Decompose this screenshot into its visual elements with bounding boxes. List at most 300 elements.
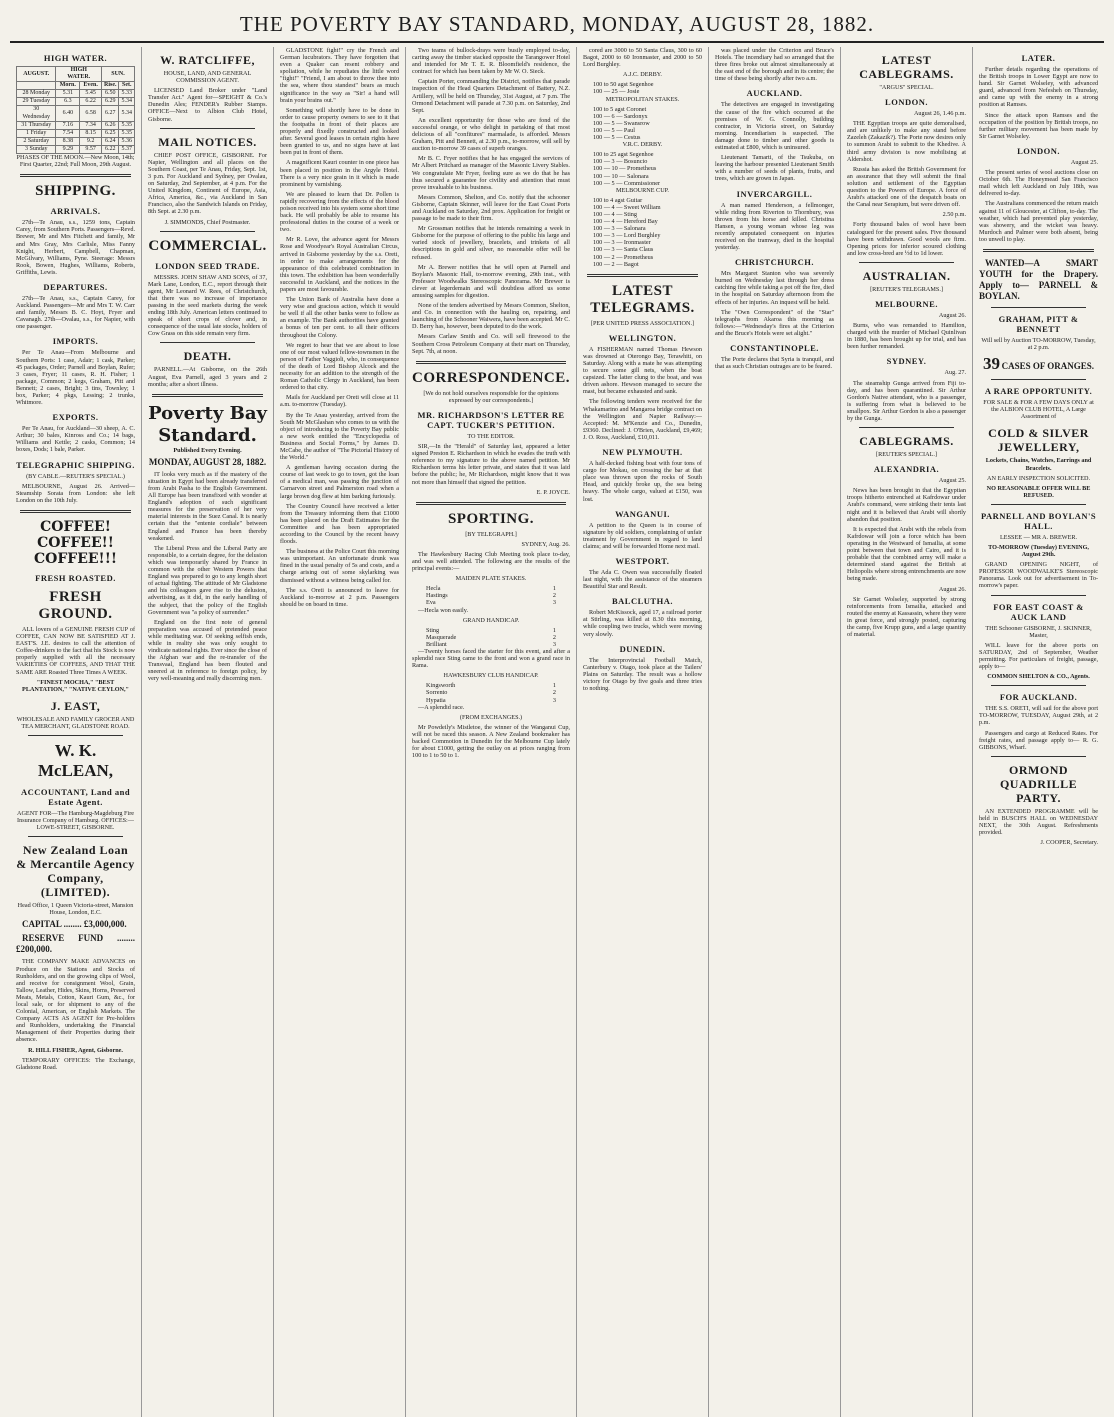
- tide-subheader: Morn.: [56, 82, 80, 90]
- divider: [859, 427, 954, 428]
- club-results: [412, 682, 570, 703]
- imports-text: Per Te Anau—From Melbourne and Southern Ports: 1 case, Adair; 1 cask, Parker; 45 packages, Order; Parnell and Boylan, Rufer; 3 cases, Fryer; 11 cases, R. H. Fisher; 1 package, Common; 2 kegs, Graham, Pitt and Bennett; 2 cases, Bright; 3 tins, Townley; 1 box, Parker; 4 pkgs, Lessing; 2 trunks, Whitmore.: [16, 349, 136, 407]
- later-text: Further details regarding the operations of the British troops in Lower Egypt are now to hand. Sir Garnet Wolseley, with advanced guard, advanced from Nefesheh on Thursday, and came up with the enemy in a strong position at Ramses.: [979, 66, 1099, 109]
- alexandria-date: August 25.: [938, 477, 967, 485]
- mail-notices-sign: J. SIMMONDS, Chief Postmaster.: [164, 218, 251, 226]
- ajc-odds: [583, 81, 702, 95]
- exchanges-text: Mr Powdeily's Mistletoe, the winner of the Wanganui Cup, will not be raced this season. A New Zealand bookmaker has backed Commotion in Dunedin for the Melbourne Cup lately for about £1000, getting the outlay on at prices ranging from 100 to 1 to 50 to 1.: [412, 723, 570, 760]
- tide-row: [17, 121, 135, 129]
- tide-body: [17, 90, 135, 154]
- maiden-heading: MAIDEN PLATE STAKES.: [455, 575, 527, 583]
- schooner-text: WILL leave for the above ports on SATURDAY, 2nd of September, Weather permitting. For particulars of freight, passage, apply to—: [979, 641, 1099, 671]
- tide-subheader: Set.: [119, 82, 135, 90]
- tide-row: [17, 98, 135, 106]
- news-paragraph: Mr B. C. Fryer notifies that he has engaged the services of Mr Albert Pritchard as manager of the Masonic Livery Stables. We congratulate Mr Fryer, feeling sure as we do that he has thus secured a guarantee for civility and attention that must prove invaluable to his business.: [412, 155, 570, 191]
- seed-trade-heading: LONDON SEED TRADE.: [155, 260, 260, 271]
- oranges-label: CASES OF ORANGES.: [1001, 361, 1095, 372]
- latest-cablegrams-heading: LATEST CABLEGRAMS.: [859, 53, 954, 81]
- for-auckland-heading: FOR AUCKLAND.: [999, 692, 1078, 703]
- horse-name: Brilliant: [426, 640, 447, 648]
- odds-line: 100 to 5 agst Coronet: [592, 105, 647, 113]
- divider: [152, 394, 263, 397]
- arrivals-text: 27th—Te Anau, s.s., 1259 tons, Captain Carey, from Southern Ports. Passengers—Revd. Brewer, Mr and Mrs Fitchett and family, Mr and Mrs Gray, Mrs Carlisle, Miss Fanny Knight, Herbert, Campbell, Chapman, McGilvary, Williams, Pyne. Steerage: Messrs Rook, Bowen, Hughes, Williams, Roberts, Griffiths, Lewis.: [16, 219, 136, 276]
- australian-heading: AUSTRALIAN.: [862, 268, 951, 283]
- invercargill-text: A man named Henderson, a fellmonger, while riding from Riverton to Thornbury, was thrown from his horse and killed. Christina Hansen, a young woman whose leg was recently amputated consequent on injuries received on the tramway, died in the hospital yesterday.: [715, 201, 835, 252]
- divider: [991, 595, 1086, 596]
- tide-cell: 6.22: [101, 145, 119, 153]
- news-paragraph: GLADSTONE fight!" cry the French and German lucubrators. They have forgotten that even a Quaker can resent robbery and spoliation, while he repudiates the little word "fight!" "Friend, I am about to throw thee into the sea, where thou standest" bears as much significance in the way as "Sir! a hand will brain your brains out.": [280, 47, 400, 104]
- rare-opportunity: A RARE OPPORTUNITY.: [984, 386, 1093, 397]
- tide-cell: 5.34: [119, 106, 135, 121]
- placing: 1: [552, 682, 556, 690]
- columns: [10, 47, 1104, 1417]
- column-7: [841, 47, 973, 1417]
- wellington-heading: WELLINGTON.: [608, 332, 677, 343]
- balclutha-text: Robert McKissock, aged 17, a railroad porter at Stirling, was killed at 8.30 this morning, while coupling two trucks, which were moving very slowly.: [582, 609, 702, 638]
- telegraphic-text: MELBOURNE, August 26. Arrived—Steamship Sorata from London: she left London on the 10th July.: [16, 482, 136, 504]
- column-6: [709, 47, 841, 1417]
- hall-heading: PARNELL AND BOYLAN'S HALL.: [980, 510, 1097, 531]
- christchurch-text: Mrs Margaret Stanton who was severely burned on Wednesday last through her dress catching fire while taking a pot off the fire, died in the hospital on Saturday afternoon from the effects of her injuries. An inquest will be held.: [715, 270, 835, 306]
- tide-cell: 9.2: [80, 137, 102, 145]
- nzl-temp-office: TEMPORARY OFFICES: The Exchange, Gladstone Road.: [16, 1056, 136, 1071]
- horse-name: Eva: [426, 599, 436, 607]
- column-3: [274, 47, 406, 1417]
- tide-cell: 5.33: [119, 90, 135, 98]
- divider: [587, 274, 698, 277]
- news-paragraph: Mr R. Love, the advance agent for Messrs Rose and Woodyear's Royal Australian Circus, arrived in Gisborne yesterday by the s.s. Oreti, in order to make arrangements for the appearance of this celebrated combination in this town. The exhibition has been wonderfully successful in Auckland, and the notices in the papers are most favourable.: [280, 236, 400, 293]
- race-result: [412, 689, 570, 696]
- wanganui-heading: WANGANUI.: [615, 508, 670, 519]
- london2-heading: LONDON.: [1017, 145, 1060, 156]
- telegraphic-sub: (BY CABLE.—REUTER'S SPECIAL.): [26, 472, 125, 480]
- tide-cell: 6.40: [56, 106, 80, 121]
- paper-title: Poverty Bay Standard.: [148, 402, 267, 446]
- letter-to: TO THE EDITOR.: [467, 432, 515, 440]
- ratcliffe-text: LICENSED Land Broker under "Land Transfer Act." Agent for—SPEIGHT & Co.'s Dunedin Ales; FENDER's Rubber Stamps. OFFICE—Next to Albion Club Hotel, Gisborne.: [148, 87, 268, 123]
- odds-line: 100 — 3 — Salonara: [592, 225, 646, 233]
- tide-row: [17, 90, 135, 98]
- tide-cell: 3 Sunday: [17, 145, 56, 153]
- sydney-text: The steamship Gunga arrived from Fiji to-day, and has been quarantined. Sir Arthur Gordon's Native attendant, who is a passenger, is suffering from what is believed to be smallpox. Sir Arthur Gordon is also a passenger by the Gunga.: [847, 379, 967, 422]
- east-sub: WHOLESALE AND FAMILY GROCER AND TEA MERCHANT, GLADSTONE ROAD.: [16, 715, 135, 730]
- alexandria-text: News has been brought in that the Egyptian troops hitherto entrenched at Kafrdowar under Arabi's command, were striking their tents last night and it is believed that Arabi will shortly abandon that position.: [847, 487, 967, 523]
- news-paragraph: was placed under the Criterion and Bruce's Hotels. The incendiary had so arranged that the three fires broke out almost simultaneously at the east end of the borough and in its centre; the time of these being shortly after two a.m.: [715, 47, 835, 83]
- refused-note: NO REASONABLE OFFER WILL BE REFUSED.: [986, 484, 1091, 499]
- capital-label: CAPITAL: [22, 919, 62, 930]
- vrc-odds: [583, 151, 702, 186]
- news-paragraph: A magnificent Kauri counter in one piece has been placed in position in the Argyle Hotel. There is a very nice grain in it which is made prominent by varnishing.: [280, 159, 400, 188]
- alexandria-text: Sir Garnet Wolseley, supported by strong reinforcements from Ismailia, attacked and routed the enemy at Kassassin, where they were in great force, and strongly posted, capturing the camp, five Krupp guns, and a large quantity of material.: [847, 595, 967, 639]
- column-1: [10, 47, 142, 1417]
- east-name: J. EAST,: [50, 698, 101, 713]
- masthead: THE POVERTY BAY STANDARD, MONDAY, AUGUST 28, 1882.: [10, 6, 1104, 43]
- placing: 1: [552, 585, 556, 593]
- quadrille-text: AN EXTENDED PROGRAMME will be held in BUSCH'S HALL on WEDNESDAY NEXT, the 30th August. Refreshments provided.: [979, 807, 1099, 837]
- odds-line: 100 — 25 — Josie: [592, 88, 640, 96]
- tide-cell: 5.34: [119, 98, 135, 106]
- tide-cell: 6.27: [101, 106, 119, 121]
- odds-line: 100 — 5 — Commissioner: [592, 179, 661, 187]
- leader-paragraph: IT looks very much as if the mastery of the situation in Egypt had been already transferred from Arabi Pasha to the English Government. All Europe has been transfixed with wonder at England's adoption of such significant measures for the preservation of her very material interests in the Suez Canal. It is nearly certain that the "entente cordiale" between England and France has been thereby weakened.: [148, 470, 268, 542]
- metro-heading: METROPOLITAN STAKES.: [605, 95, 680, 103]
- tide-cell: 6.24: [101, 137, 119, 145]
- divider: [859, 262, 954, 263]
- divider: [20, 510, 131, 513]
- race-result: [412, 599, 570, 606]
- grand-note: —Twenty horses faced the starter for this event, and after a splendid race Sting came to the front and won a grand race in Rama.: [412, 648, 570, 670]
- odds-line: 100 — 3 — Bosuncio: [592, 158, 648, 166]
- westport-text: The Ada C. Owen was successfully floated last night, with the assistance of the steamers Beautiful Star and Result.: [582, 568, 702, 591]
- odds-line: 100 — 4 — Sweet William: [592, 203, 661, 211]
- melb-heading: MELBOURNE CUP.: [616, 186, 669, 194]
- jewellery-heading: COLD & SILVER JEWELLERY,: [988, 426, 1089, 455]
- news-paragraph: An excellent opportunity for those who are fond of the successful orange, or who delight in partaking of that most delicious of all "confitures" marmalade, is afforded. Messrs Graham, Pitt and Bennett, at 2.30 p.m., to-morrow, will sell by auction to-morrow 39 cases of superb oranges.: [412, 116, 570, 153]
- schooner-line: THE Schooner GISBORNE, J. SKINNER, Master,: [985, 624, 1092, 639]
- nzl-office: Head Office, 1 Queen Victoria-street, Mansion House, London, E.C.: [17, 902, 134, 917]
- odds-line: 100 to 4 agst Guitar: [592, 196, 643, 204]
- tide-cell: 5.35: [119, 129, 135, 137]
- club-heading: HAWKESBURY CLUB HANDICAP.: [443, 672, 539, 680]
- maiden-results: [412, 585, 570, 606]
- melbourne-date: August 26.: [938, 311, 967, 319]
- east-coast-heading: FOR EAST COAST & AUCK LAND: [993, 601, 1084, 622]
- tide-cell: 29 Tuesday: [17, 98, 56, 106]
- news-paragraph: The business at the Police Court this morning was unimportant. An unfortunate drunk was fined in the usual penalty of 5s and costs, and a charge arising out of some skylarking was dismissed without a witness being called for.: [280, 548, 400, 584]
- divider: [983, 249, 1094, 252]
- auckland-text: Lieutenant Tamarti, of the Tsukuba, on leaving the harbour presented Lieutenant Smith with a number of seeds of plants, fruits, and trees, which are grown in Japan.: [715, 154, 835, 183]
- tide-cell: 8.15: [80, 129, 102, 137]
- horse-name: Sorrento: [426, 689, 448, 697]
- departures-heading: DEPARTURES.: [43, 281, 108, 292]
- mail-notices-heading: MAIL NOTICES.: [158, 134, 257, 149]
- dunedin-text: The Interprovincial Football Match, Canterbury v. Otago, took place at the Tailers' Plains on Saturday. The result was a hollow victory for Otago by five goals and three tries to nothing.: [582, 656, 702, 692]
- tide-table: [16, 66, 135, 154]
- nzl-title: New Zealand Loan & Mercantile Agency Company, (LIMITED).: [16, 843, 135, 900]
- metro-odds: [583, 106, 702, 141]
- reuters-telegrams: [REUTER'S TELEGRAMS.]: [870, 285, 943, 293]
- from-exchanges: (FROM EXCHANGES.): [459, 713, 523, 721]
- odds-line: 100 — 10 — Salonara: [592, 172, 649, 180]
- race-result: [412, 627, 570, 634]
- tide-cell: 6.25: [101, 129, 119, 137]
- news-paragraph: Messrs Carlaw Smith and Co. will sell firewood to the Southern Cross Petroleum Company at their mart on Thursday, Sept. 7th, at noon.: [412, 333, 570, 355]
- divider: [991, 685, 1086, 686]
- jewellery-sub: Lockets, Chains, Watches, Earrings and Bracelets.: [985, 457, 1092, 472]
- tide-subheader: Rise.: [101, 82, 119, 90]
- divider: [160, 231, 255, 232]
- london-text: THE Egyptian troops are quite demoralised, and are unlikely to make any stand before Zazeleh (Zakazik?). The Porte now desires only to summon Arabi to submit to the Khedive. A third army division is now mobilising at Aldershot.: [847, 120, 967, 163]
- new-plymouth-heading: NEW PLYMOUTH.: [602, 447, 683, 458]
- tide-header-row: [17, 67, 135, 82]
- race-result: [412, 641, 570, 648]
- reserve-value: £200,000.: [16, 944, 52, 955]
- invercargill-heading: INVERCARGILL.: [736, 188, 813, 199]
- commercial-heading: COMMERCIAL.: [148, 237, 267, 254]
- leader-paragraph: England on the first note of general preparation was accused of pretended peace while meditating war. Of seeking selfish ends, while in reality she was only sought to vindicate national rights. Ever since the close of the Afghan war and the re-transfer of the Transvaal, England has been flouted and sneered at in reference to foreign policy, by very well-meaning and really discerning men.: [148, 618, 268, 683]
- reserve-label: RESERVE FUND: [22, 933, 104, 944]
- race-result: [412, 634, 570, 641]
- grand-heading: GRAND HANDICAP.: [462, 616, 520, 624]
- mclean-text: AGENT FOR—The Hamburg-Magdeburg Fire Insurance Company of Hamburg. OFFICES:—LOWE-STREET, GISBORNE.: [16, 809, 135, 832]
- divider: [991, 756, 1086, 757]
- quadrille-sign: J. COOPER, Secretary.: [1040, 839, 1099, 847]
- cablegrams-heading: CABLEGRAMS.: [859, 434, 954, 449]
- tide-cell: 5.37: [119, 145, 135, 153]
- nzl-capital: CAPITAL ........ £3,000,000.: [22, 919, 127, 930]
- tide-cell: 28 Monday: [17, 90, 56, 98]
- wellington-text: The following tenders were received for the Whakamarino and Mangaroa bridge contract on the Wellington and Napier Railway:—Accepted: M. M'Kenzie and Co., Dunedin, £9360. Declined: J. O'Brien, Auckland, £9,469; J. O. Ross, Auckland, £10,011.: [582, 398, 702, 441]
- nzl-text: THE COMPANY MAKE ADVANCES on Produce on the Stations and Stocks of Runholders, and on the growing clips of Wool, and receive for consignment Wool, Grain, Tallow, Leather, Hides, Skins, Horns, Preserved Meats, Metals, Cotton, Kauri Gum, &c., for local sale, or for shipment to any of the Colonial, American, or English Markets. The Company ACTS AS AGENT for Pre-holders and Runholders, undertaking the Financial Management of their Properties during their absence.: [16, 958, 136, 1044]
- race-result: [412, 682, 570, 689]
- imports-heading: IMPORTS.: [52, 336, 99, 347]
- divider: [416, 502, 566, 505]
- westport-heading: WESTPORT.: [615, 555, 670, 566]
- horse-name: Hecla: [426, 585, 441, 593]
- coffee-varieties: "FINEST MOCHA," "BEST PLANTATION," "NATIVE CEYLON,": [22, 678, 129, 693]
- london-date: 2.50 p.m.: [942, 211, 967, 219]
- fresh-ground: FRESH GROUND.: [38, 588, 113, 622]
- later-text: Since the attack upon Ramses and the occupation of the position by British troops, no further military movement has been made by Sir Garnet Wolseley.: [979, 111, 1099, 140]
- news-paragraph: We regret to hear that we are about to lose one of our most valued fellow-townsmen in the person of Father Vaggioli, who, in consequence of the death of Lord Bishop Alcock and the necessity for an addition to the strength of the Roman Catholic Clergy in Auckland, has been ordered to that city.: [280, 341, 400, 392]
- ratcliffe-title: W. RATCLIFFE,: [160, 53, 255, 67]
- letter-text: SIR,—In the "Herald" of Saturday last, appeared a letter signed Preston E. Richardson in which he evades the truth with reference to my signature to the above named petition. Mr Richardson terms his letter private, and states that it was laid before the public; he, Mr Richardson, might know that it was not more than himself that signed the petition.: [412, 443, 570, 486]
- balclutha-heading: BALCLUTHA.: [612, 596, 673, 607]
- divider: [20, 174, 131, 177]
- exports-heading: EXPORTS.: [52, 412, 99, 423]
- divider: [28, 735, 123, 736]
- odds-line: 100 — 2 — Bagot: [592, 260, 639, 268]
- melbourne-heading: MELBOURNE.: [875, 298, 938, 309]
- melb-odds: [583, 197, 702, 268]
- wanganui-text: A petition to the Queen is in course of signature by old soldiers, complaining of unfair treatment by Government in regard to land claims; and will be forwarded Home next mail.: [582, 521, 702, 550]
- oreti-line: THE S.S. ORETI, will sail for the above port TO-MORROW, TUESDAY, August 29th, at 2 p.m.: [979, 705, 1099, 727]
- tide-cell: 1 Friday: [17, 129, 56, 137]
- london-text: Russia has asked the British Government for an assurance that they will submit the final solution and settlement of the Egyptian question to the Powers of Europe. A force of Arabi's attacked one of the despatch boats on the Canal near Serapium, but were driven off.: [847, 165, 967, 209]
- alexandria-heading: ALEXANDRIA.: [873, 464, 940, 475]
- argus-special: "ARGUS" SPECIAL.: [879, 84, 934, 91]
- london2-date: August 25.: [1070, 158, 1099, 166]
- auckland-heading: AUCKLAND.: [746, 88, 803, 99]
- placing: 3: [552, 599, 556, 607]
- london2-text: The Australians commenced the return match against 11 of Gloucester, at Clifton, to-day. The weather, which had prevented play yesterday, was showery, and the wicket was heavy. Murdoch and Palmer were both absent, being too unwell to play.: [979, 200, 1099, 243]
- london2-text: The present series of wool auctions close on October 6th. The Honeymead San Francisco mail which left Auckland on July 18th, was delivered to-day.: [979, 169, 1099, 198]
- sport-intro: The Hawkesbury Racing Club Meeting took place to-day, and was well attended. The following are the results of the principal events:—: [412, 550, 570, 573]
- odds-line: 100 — 4 — Hereford Bay: [592, 218, 658, 226]
- alexandria-date: August 26.: [938, 585, 967, 593]
- hall-date: TO-MORROW (Tuesday) EVENING, August 29th.: [988, 544, 1089, 559]
- divider: [160, 342, 255, 343]
- divider: [991, 307, 1086, 308]
- sydney-heading: SYDNEY.: [886, 356, 927, 367]
- odds-line: 100 — 10 — Prometheus: [592, 165, 657, 173]
- coffee-heading: COFFEE! COFFEE!! COFFEE!!!: [34, 518, 117, 567]
- maiden-note: —Hecla won easily.: [418, 606, 468, 614]
- news-paragraph: The s.s. Oreti is announced to leave for Auckland to-morrow at 2 p.m. Passengers should be on board in time.: [280, 586, 400, 608]
- news-paragraph: Mails for Auckland per Oreti will close at 11 a.m. to-morrow (Tuesday).: [280, 394, 400, 409]
- death-heading: DEATH.: [183, 349, 232, 364]
- horse-name: Kingsworth: [426, 682, 456, 690]
- column-2: [142, 47, 274, 1417]
- tide-cell: 9.57: [80, 145, 102, 153]
- departures-text: 27th—Te Anau, s.s., Captain Carey, for Auckland. Passengers—Mr and Mrs T. W. Carr and family, Messrs B. C. Hoyt, Fryer and Cavanagh. 27th—Ovalau, s.s., for Napier, with one passenger.: [16, 294, 136, 331]
- gpb-text: Will sell by Auction TO-MORROW, Tuesday, at 2 p.m.: [981, 336, 1096, 352]
- news-paragraph: A gentleman having occasion during the course of last week to go to town, got the loan of a medical man, was passing the junction of Carnarvon street and Palmerston road when a large brown dog flew at him barking furiously.: [280, 464, 400, 500]
- latest-sub: [PER UNITED PRESS ASSOCIATION.]: [590, 319, 695, 327]
- news-paragraph: We are pleased to learn that Dr. Pollen is rapidly recovering from the effects of the blood poison received into his system some short time back. He will probably be able to resume his professional duties in the course of a week or two.: [280, 190, 400, 234]
- news-paragraph: Two teams of bullock-drays were busily employed to-day, carting away the timber stacked opposite the Tarangower Hotel and intended for Mr T. E. R. Bloomfield's residence, the contract for which has been taken by Mr W. O. Sieck.: [412, 47, 570, 76]
- tide-cell: 5.35: [119, 121, 135, 129]
- odds-line: 100 — 3 — Ironmaster: [592, 239, 651, 247]
- grand-results: [412, 627, 570, 648]
- tide-header-month: AUGUST.: [17, 67, 56, 82]
- placing: 3: [552, 640, 556, 648]
- placing: 1: [552, 626, 556, 634]
- constantinople-heading: CONSTANTINOPLE.: [730, 343, 819, 353]
- alexandria-text: It is expected that Arabi with the rebels from Kafrdowar will join a force which has been operating in the Westward of Ismailia, at some point between that town and Cairo, and it is probable that the combined army will make a determined stand against the British at Heliopolis where strong entrenchments are now being made.: [847, 525, 967, 583]
- nzl-reserve: RESERVE FUND ........ £200,000.: [16, 933, 136, 955]
- divider: [28, 836, 123, 837]
- tide-cell: 7.54: [56, 129, 80, 137]
- constantinople-text: The Porte declares that Syria is tranquil, and that as such Christian outrages are to be feared.: [715, 356, 835, 371]
- tide-cell: 5.45: [80, 90, 102, 98]
- inspection-note: AN EARLY INSPECTION SOLICITED.: [987, 474, 1091, 482]
- column-5: [577, 47, 709, 1417]
- news-paragraph: Messrs Common, Shelton, and Co. notify that the schooner Gisborne, Captain Skinner, will leave for the East Coast Ports and Auckland on Saturday, 2nd prox. Application for freight or passage to be made to their firm.: [412, 193, 570, 223]
- leader-paragraph: The Liberal Press and the Liberal Party are responsible, to a certain degree, for the delusion which was temporarily shared by France in common with the other Western Powers that England was prepared to go to any length short of actual fighting. The attitude of Mr Gladstone and his colleagues gave rise to the delusion, advertising, as it did, in the early handling of the subject, that the policy of the English Government was "a policy of surrender.": [148, 544, 268, 616]
- divider: [991, 504, 1086, 505]
- tide-row: [17, 129, 135, 137]
- horse-name: Hastings: [426, 592, 448, 600]
- tide-row: [17, 137, 135, 145]
- tide-row: [17, 145, 135, 153]
- news-paragraph: The Country Council have received a letter from the Treasury informing them that £1000 has been placed on the Draft Estimates for the Committee and has been appropriated according to the Council by the recent heavy floods.: [280, 502, 400, 546]
- mclean-sub: ACCOUNTANT, Land and Estate Agent.: [20, 786, 131, 807]
- ajc-heading: A.J.C. DERBY.: [623, 71, 662, 79]
- letter-sign: E. P. JOYCE.: [536, 488, 570, 496]
- new-plymouth-text: A half-decked fishing boat with four tons of cargo for Mokau, on crossing the bar at that place was thrown upon the rocks of South Head, and quickly broke up, the sea being heavy. The whole cargo, valued at £150, was lost.: [582, 460, 702, 503]
- placing: 2: [552, 689, 556, 697]
- fresh-roasted: FRESH ROASTED.: [35, 572, 116, 583]
- melbourne-text: Burns, who was remanded to Hamilton, charged with the murder of Michael Quinlivan in 1880, has been brought up for trial, and has been further remanded.: [847, 322, 967, 351]
- wanted-ad: WANTED—A SMART YOUTH for the Drapery. Apply to— PARNELL & BOYLAN.: [979, 257, 1099, 301]
- london-heading: LONDON.: [885, 97, 928, 108]
- oranges-line: [979, 354, 1098, 374]
- tide-cell: 6.50: [101, 90, 119, 98]
- tide-cell: 8.38: [56, 137, 80, 145]
- race-result: [412, 592, 570, 599]
- hall-text: GRAND OPENING NIGHT, of PROFESSOR WOODWALKE'S Stereoscopic Panorama. Look out for advertisement in To-morrow's paper.: [979, 561, 1099, 590]
- shipping-heading: SHIPPING.: [35, 183, 116, 200]
- christchurch-text: The "Own Correspondent" of the "Star" telegraphs from Akaroa this morning as follows:—"Wednesday's fires at the Criterion and the Bruce's Hotels were set alight.": [715, 308, 835, 337]
- nzl-agent: R. HILL FISHER, Agent, Gisborne.: [28, 1046, 123, 1054]
- news-paragraph: Captain Porter, commanding the District, notifies that parade inspection of the Head Quarters Detachment of Battery, N.Z. Artillery, will be held on Thursday, 31st August, at 7 p.m. The Ormond Detachment will parade at 7.30 p.m. on Saturday, 2nd Sept.: [412, 78, 570, 114]
- tide-cell: 31 Thursday: [17, 121, 56, 129]
- oranges-count: 39: [983, 354, 1001, 374]
- horse-name: Masquerade: [426, 633, 457, 641]
- hall-lessee: LESSEE — MR A. BREWER.: [1000, 533, 1078, 541]
- rare-text: FOR SALE & FOR A FEW DAYS ONLY at the ALBION CLUB HOTEL, A Large Assortment of: [983, 399, 1094, 421]
- capital-value: £3,000,000.: [83, 919, 127, 930]
- coffee-ad-text: ALL lovers of a GENUINE FRESH CUP of COFFEE, CAN NOW BE SATISFIED AT J. EAST'S. J.E. desires to call the attention of Coffee-drinkers to the fact that his Stock is now properly supplied with all the necessary VARIETIES OF COFFEES, AND THAT THE SAME ARE Roasted Three Times A WEEK.: [16, 625, 136, 676]
- tide-cell: 6.3: [56, 98, 80, 106]
- by-telegraph: [BY TELEGRAPH.]: [465, 530, 517, 538]
- placing: 2: [552, 592, 556, 600]
- mail-notices-text: CHIEF POST OFFICE, GISBORNE. For Napier, Wellington and all places on the Southern Coast, per Te Anau, Friday, Sept. 1st, 3 p.m. For Auckland and Sydney, per Ovalau, on Saturday, 2nd September, at 4 p.m. For the United Kingdom, Continent of Europe, Asia, Africa, America, &c., via Auckland in San Francisco, also the Sandwich Islands on Friday, 8th Sept. at 2.30 p.m.: [148, 151, 268, 216]
- odds-line: 100 — 5 — Cestus: [592, 134, 641, 142]
- odds-line: 100 — 3 — Santa Claus: [592, 246, 654, 254]
- horse-name: Sting: [426, 626, 440, 634]
- tide-row: [17, 106, 135, 121]
- odds-line: 100 — 3 — Lord Burghley: [592, 232, 661, 240]
- ratcliffe-sub: HOUSE, LAND, AND GENERAL COMMISSION AGENT.: [163, 70, 252, 85]
- odds-line: 100 to 50 agst Segenhoe: [592, 81, 654, 89]
- correspondence-note: [We do not hold ourselves responsible for the opinions expressed by our correspondents.]: [423, 389, 559, 404]
- odds-line: 100 — 5 — Swansrow: [592, 119, 650, 127]
- arrivals-heading: ARRIVALS.: [50, 206, 101, 217]
- tide-cell: 2 Saturday: [17, 137, 56, 145]
- placing: 2: [552, 633, 556, 641]
- tide-cell: 7.16: [56, 121, 80, 129]
- exports-text: Per Te Anau, for Auckland—30 sheep, A. C. Arthur; 30 bales, Kinross and Co.; 14 bags, Williams and Kettle; 2 casks, Common; 14 boxes, Dods; 1 bale, Parker.: [16, 425, 136, 454]
- tide-subheader: [17, 82, 56, 90]
- divider: [991, 379, 1086, 380]
- news-paragraph: None of the tenders advertised by Messrs Common, Shelton, and Co. in connection with the hauling on, repairing, and launching of the Schooner Waiwera, have been accepted. Mr C. D. Berry has, however, been deputed to do the work.: [412, 302, 570, 331]
- news-paragraph: By the Te Anau yesterday, arrived from the South Mr McGlashan who comes to us with the object of introducing to the Poverty Bay public a new work entitled the "Encyclopedia of Business and Social Forms," by James D. McCabe, the author of "The Pictorial History of the World.": [280, 411, 400, 462]
- horse-name: Hypatia: [426, 696, 446, 704]
- column-4: [406, 47, 577, 1417]
- sport-dateline: SYDNEY, Aug. 26.: [521, 540, 570, 548]
- mclean-name: W. K. McLEAN,: [37, 740, 114, 780]
- club-note: —A splendid race.: [418, 703, 465, 711]
- tide-cell: 6.22: [80, 98, 102, 106]
- sydney-date: Aug. 27.: [944, 369, 967, 377]
- tide-cell: 9.29: [56, 145, 80, 153]
- sporting-heading: SPORTING.: [447, 510, 535, 527]
- tide-cell: 30 Wednesday: [17, 106, 56, 121]
- moon-phases: PHASES OF THE MOON.—New Moon, 14th; First Quarter, 22nd; Full Moon, 29th August.: [16, 154, 135, 169]
- news-paragraph: Mr A. Brewer notifies that he will open at Parnell and Boylan's Masonic Hall, to-morrow evening, 29th inst., with Professor Woodwalks Stereoscopic Panorama. Mr Brewer is clever at legerdemain and will doubtless afford us some amusing samples for digestion.: [412, 263, 570, 299]
- leader-dateline: MONDAY, AUGUST 28, 1882.: [148, 456, 267, 467]
- christchurch-heading: CHRISTCHURCH.: [735, 257, 814, 268]
- tide-cell: 6.29: [101, 98, 119, 106]
- placing: 3: [552, 696, 556, 704]
- high-water-heading: HIGH WATER.: [43, 53, 108, 63]
- quadrille-heading: ORMOND QUADRILLE PARTY.: [999, 762, 1078, 805]
- tide-cell: 5.36: [119, 137, 135, 145]
- auckland-text: The detectives are engaged in investigating the cause of the fire which occurred at the premises of W. G. Connolly, building contractor, in Victoria street, on Saturday morning. Incendiarism is suspected. The damage done to timber and other goods is estimated at £800, which is uninsured.: [715, 101, 835, 152]
- news-paragraph: The Union Bank of Australia have done a very wise and gracious action, which it would be well if all the other banks were to follow as an example. The Bank authorities have granted a bonus of ten per cent. to all their officers throughout the Colony.: [280, 296, 400, 339]
- latest-telegrams-heading: LATEST TELEGRAMS.: [590, 282, 695, 316]
- seed-trade-text: MESSRS. JOHN SHAW AND SONS, of 37, Mark Lane, London, E.C., report through their agent, Mr Leonard W. Rees, of Christchurch, that there was no increase of importance passing in the seed markets during the week ending 18th July. American letters continued to speak of short crops of clover and, in consequence of the usual late stocks, holders of Cow Grass on this side remain very firm.: [148, 273, 268, 338]
- news-paragraph: cored are 3000 to 50 Santa Claus, 300 to 60 Bagot, 2000 to 60 Ironmaster, and 2000 to 50 Lord Burghley.: [582, 47, 702, 69]
- news-paragraph: Mr Grossman notifies that he intends remaining a week in Gisborne for the purpose of offering to the public his large and varied stock of jewellery, bracelets, and trinkets of all descriptions in gold and silver, no reasonable offer will be refused.: [412, 225, 570, 261]
- odds-line: 100 — 5 — Paul: [592, 126, 635, 134]
- correspondence-heading: CORRESPONDENCE.: [412, 369, 570, 386]
- dunedin-heading: DUNEDIN.: [619, 643, 666, 654]
- death-text: PARNELL.—At Gisborne, on the 26th August, Eva Parnell, aged 3 years and 2 months; after a short illness.: [148, 366, 268, 388]
- race-result: [412, 697, 570, 704]
- tide-cell: 5.31: [56, 90, 80, 98]
- tide-cell: 6.26: [101, 121, 119, 129]
- vrc-heading: V.R.C. DERBY.: [622, 141, 663, 149]
- tide-header-high-water: HIGH WATER.: [56, 67, 102, 82]
- odds-line: 100 — 2 — Prometheus: [592, 253, 654, 261]
- divider: [416, 361, 566, 364]
- tide-subheader-row: [17, 82, 135, 90]
- odds-line: 100 to 25 agst Segenhoe: [592, 151, 654, 159]
- later-heading: LATER.: [1021, 53, 1056, 63]
